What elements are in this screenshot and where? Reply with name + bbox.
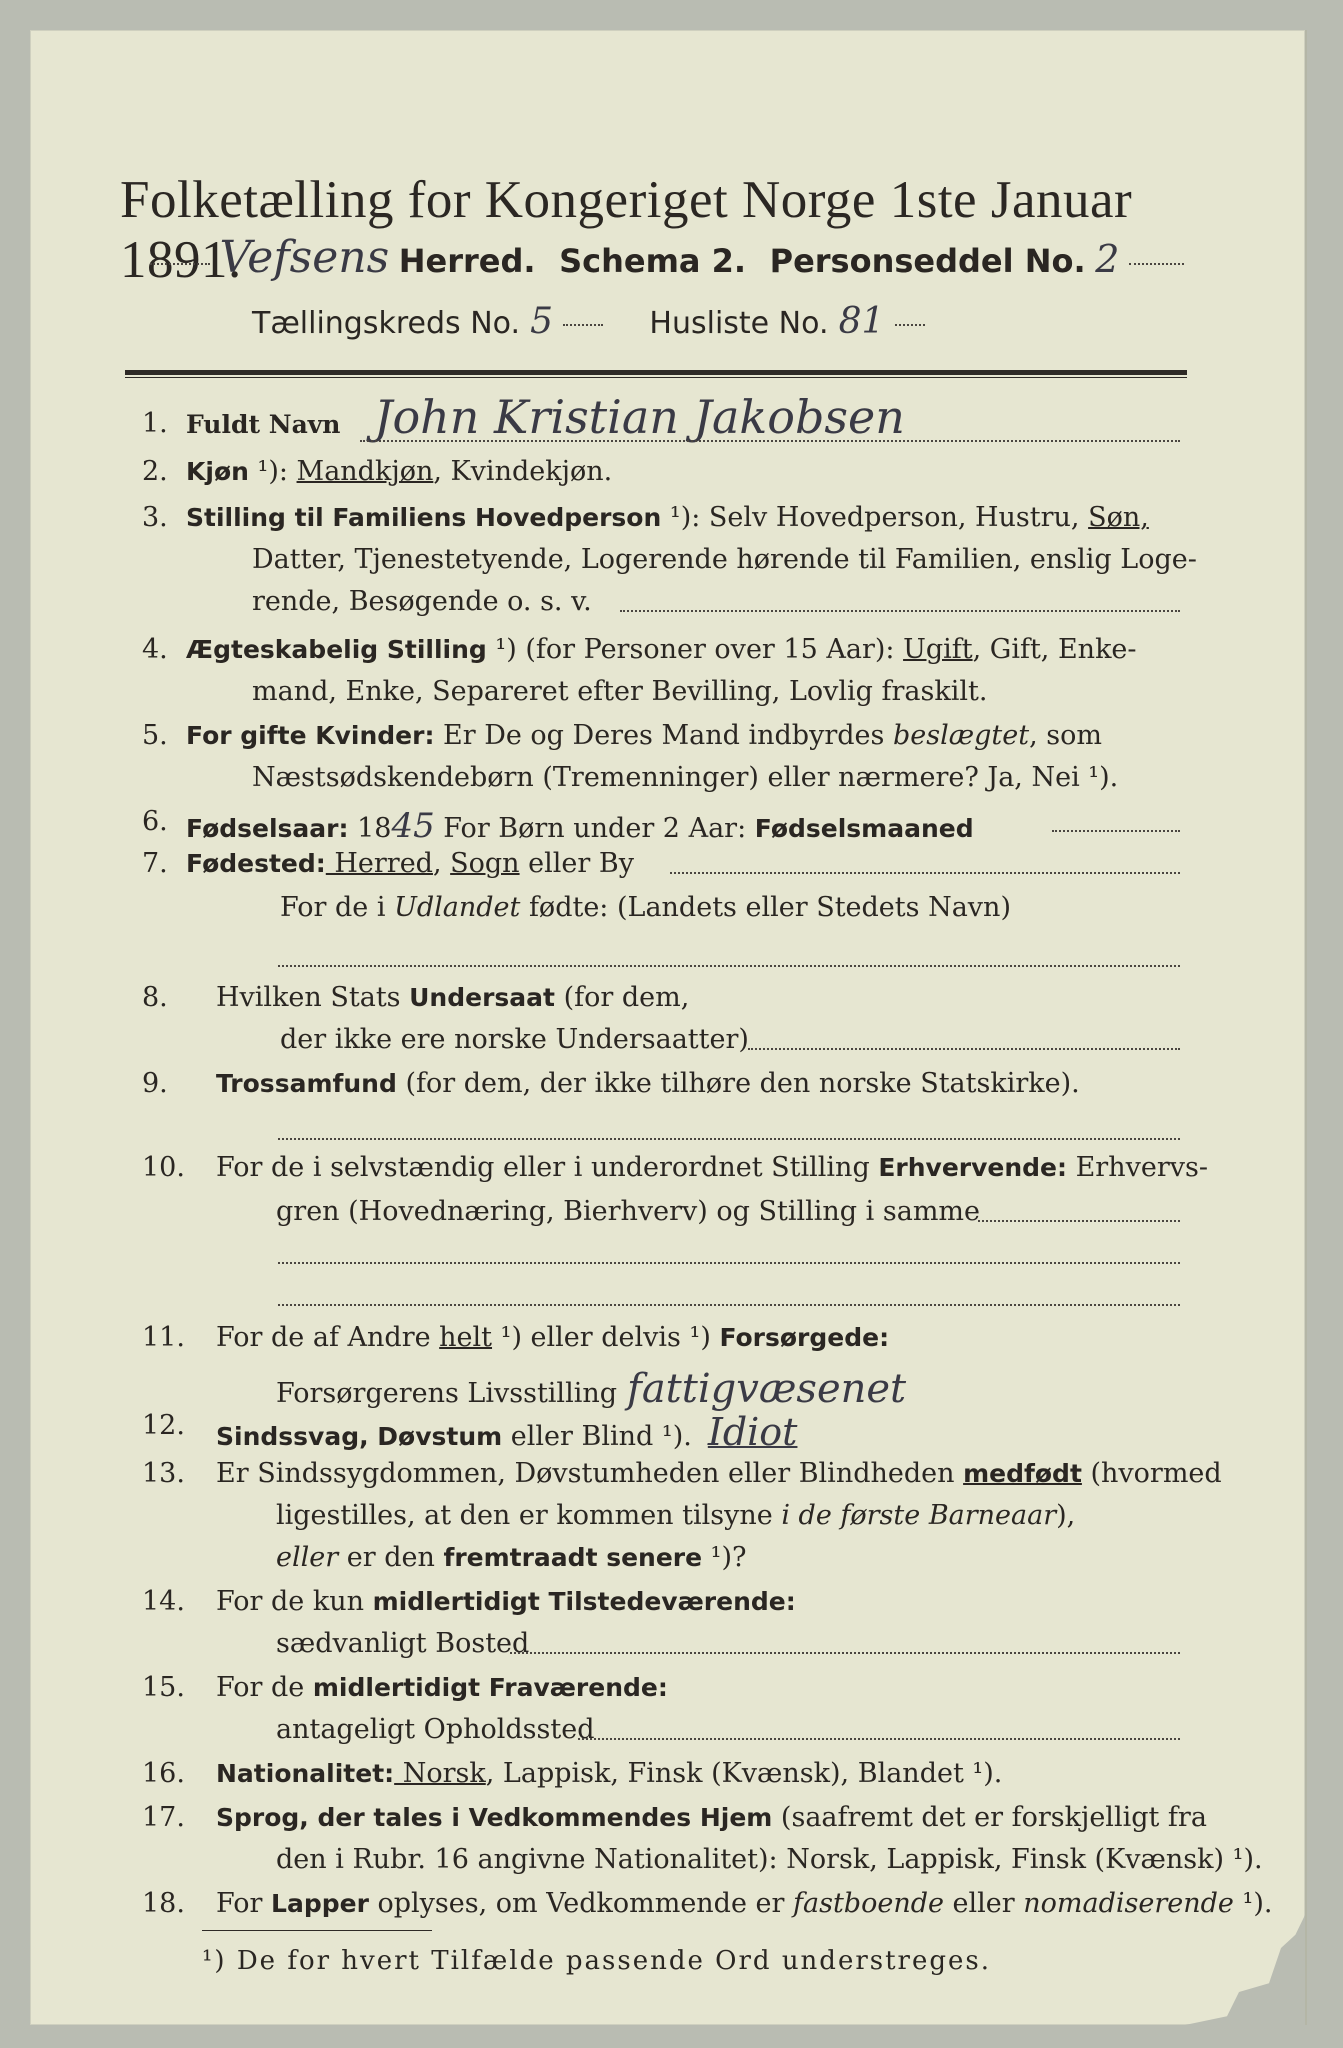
item-13-number: 13. (142, 1458, 185, 1489)
item-13-line-1: Er Sindssygdommen, Døvstumheden eller Blindheden medfødt (hvormed (216, 1458, 1222, 1489)
item-17-line-1: Sprog, der tales i Vedkommendes Hjem (saafremt det er forskjelligt fra (216, 1802, 1207, 1833)
item-5-line-2: Næstsødskendebørn (Tremenninger) eller nærmere? Ja, Nei ¹). (252, 762, 1119, 793)
item-13-line-2: ligestilles, at den er kommen tilsyne i de første Barneaar), (276, 1500, 1076, 1531)
item-5-number: 5. (142, 720, 168, 751)
item-1-number: 1. (142, 408, 168, 439)
item-14-line-2: sædvanligt Bosted (276, 1628, 530, 1659)
item-4-line-1: Ægteskabelig Stilling ¹) (for Personer over 15 Aar): Ugift, Gift, Enke- (186, 634, 1137, 665)
taellingskreds-label: Tællingskreds No. (252, 306, 520, 341)
item-2-line: Kjøn ¹): Mandkjøn, Kvindekjøn. (186, 456, 613, 487)
item-14-line-1: For de kun midlertidigt Tilstedeværende: (216, 1586, 796, 1617)
provider-occupation-handwritten: fattigvæsenet (627, 1366, 907, 1412)
item-6-line: Fødselsaar: 1845 For Børn under 2 Aar: Fødselsmaaned (186, 806, 974, 846)
item-11-number: 11. (142, 1322, 185, 1353)
husliste-label: Husliste No. (649, 306, 829, 341)
header-rule-thin (125, 377, 1187, 378)
footnote-rule (202, 1930, 432, 1931)
herred-label: Herred. (398, 242, 536, 280)
herred-line (150, 232, 1184, 283)
item-3-number: 3. (142, 502, 168, 533)
personseddel-label: Personseddel No. (769, 242, 1086, 280)
item-16-line: Nationalitet: Norsk, Lappisk, Finsk (Kvænsk), Blandet ¹). (216, 1758, 1003, 1789)
item-9-number: 9. (142, 1068, 168, 1099)
item-2-number: 2. (142, 456, 168, 487)
item-17-line-2: den i Rubr. 16 angivne Nationalitet): Norsk, Lappisk, Finsk (Kvænsk) ¹). (276, 1844, 1263, 1875)
item-18-line: For Lapper oplyses, om Vedkommende er fastboende eller nomadiserende ¹). (216, 1888, 1273, 1919)
item-12-number: 12. (142, 1410, 185, 1441)
item-13-line-3: eller er den fremtraadt senere ¹)? (276, 1542, 747, 1573)
item-8-line-2: der ikke ere norske Undersaatter) (280, 1024, 749, 1055)
taellingskreds-number: 5 (530, 301, 554, 342)
item-14-number: 14. (142, 1586, 185, 1617)
item-15-line-1: For de midlertidigt Fraværende: (216, 1672, 668, 1703)
item-3-line-2: Datter, Tjenestetyende, Logerende hørende til Familien, enslig Loge- (252, 544, 1197, 575)
item-12-line: Sindssvag, Døvstum eller Blind ¹). Idiot (216, 1410, 798, 1454)
item-18-number: 18. (142, 1888, 185, 1919)
item-5-line-1: For gifte Kvinder: Er De og Deres Mand indbyrdes beslægtet, som (186, 720, 1102, 751)
husliste-number: 81 (838, 301, 885, 342)
item-16-number: 16. (142, 1758, 185, 1789)
item-1-handwritten-name: John Kristian Jakobsen (374, 390, 905, 444)
item-8-number: 8. (142, 982, 168, 1013)
schema-label: Schema 2. (559, 242, 747, 280)
item-11-line-1: For de af Andre helt ¹) eller delvis ¹) Forsørgede: (216, 1322, 890, 1353)
item-4-number: 4. (142, 634, 168, 665)
item-3-line-3: rende, Besøgende o. s. v. (252, 586, 592, 617)
footnote: ¹) De for hvert Tilfælde passende Ord understreges. (202, 1946, 992, 1976)
header-rule-thick (125, 370, 1187, 375)
form-title: Folketælling for Kongeriget Norge 1ste Januar 1891. (120, 171, 1133, 289)
item-3-line-1: Stilling til Familiens Hovedperson ¹): Selv Hovedperson, Hustru, Søn, (186, 502, 1149, 533)
census-form-page (30, 30, 1307, 2025)
item-7-number: 7. (142, 848, 168, 879)
item-15-line-2: antageligt Opholdssted (276, 1714, 595, 1745)
torn-corner (1185, 1915, 1305, 2025)
personseddel-number: 2 (1095, 237, 1120, 281)
item-12-handwritten: Idiot (707, 1410, 798, 1454)
kreds-line (252, 302, 925, 344)
item-17-number: 17. (142, 1802, 185, 1833)
item-7-line-2: For de i Udlandet fødte: (Landets eller Stedets Navn) (280, 892, 1011, 923)
item-6-number: 6. (142, 806, 168, 837)
item-8-line-1: Hvilken Stats Undersaat (for dem, (216, 982, 690, 1013)
item-10-line-2: gren (Hovednæring, Bierhverv) og Stilling i samme (276, 1196, 981, 1227)
item-11-line-2: Forsørgerens Livsstilling fattigvæsenet (276, 1366, 907, 1412)
item-1-label: Fuldt Navn (186, 410, 341, 439)
item-10-line-1: For de i selvstændig eller i underordnet Stilling Erhvervende: Erhvervs- (216, 1152, 1208, 1183)
birth-year-handwritten: 45 (391, 806, 435, 846)
herred-handwritten: Vefsens (219, 232, 390, 283)
item-4-line-2: mand, Enke, Separeret efter Bevilling, Lovlig fraskilt. (252, 676, 988, 707)
item-15-number: 15. (142, 1672, 185, 1703)
item-7-line-1: Fødested: Herred, Sogn eller By (186, 848, 634, 879)
item-10-number: 10. (142, 1152, 185, 1183)
item-9-line: Trossamfund (for dem, der ikke tilhøre den norske Statskirke). (216, 1068, 1080, 1099)
